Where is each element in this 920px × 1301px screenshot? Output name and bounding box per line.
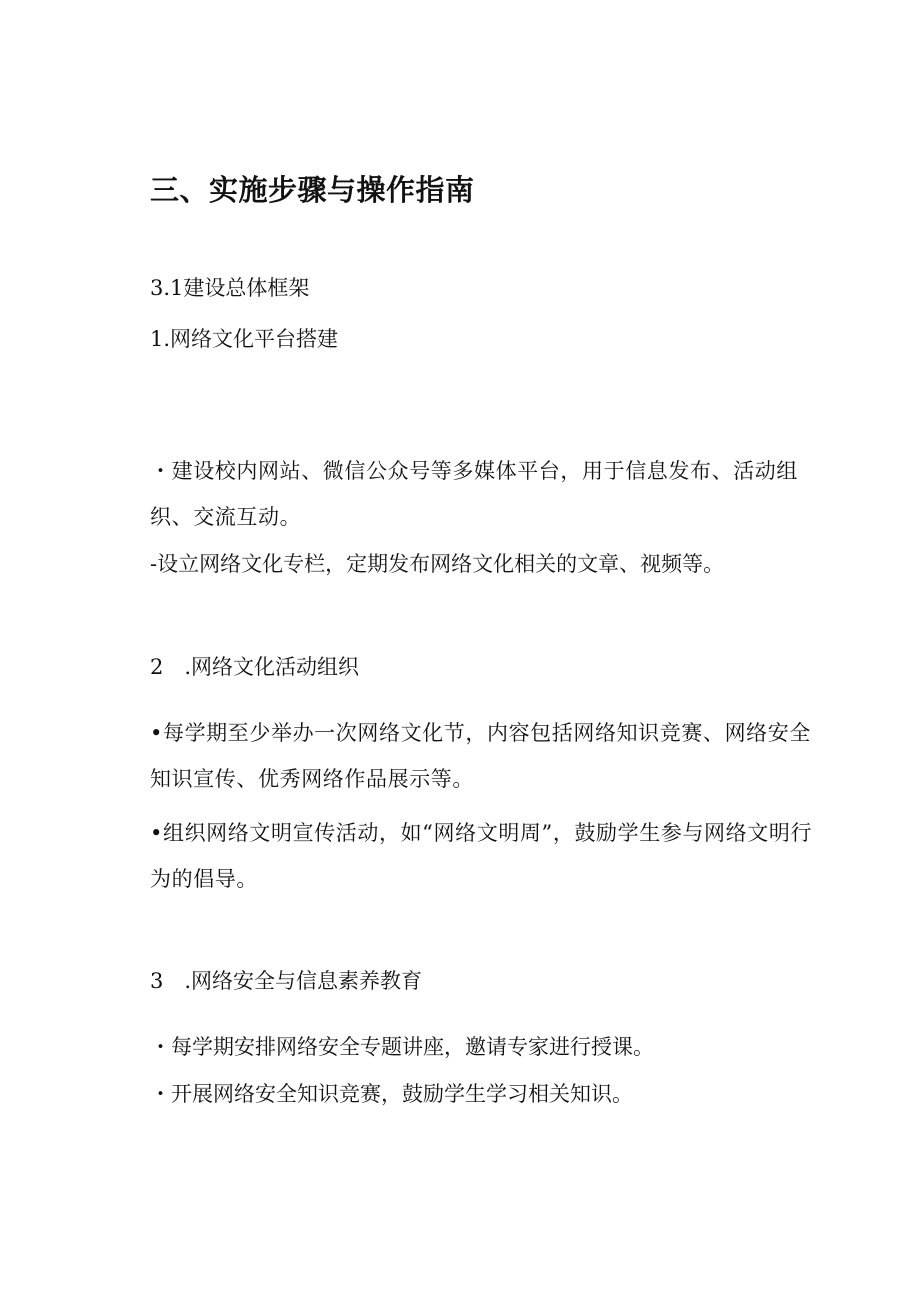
bullet-paragraph: •组织网络文明宣传活动，如“网络文明周”，鼓励学生参与网络文明行为的倡导。 <box>150 821 813 891</box>
item-heading-3: 3 .网络安全与信息素养教育 <box>150 969 423 993</box>
item-heading-2: 2 .网络文化活动组织 <box>150 655 360 679</box>
item-heading-1: 1.网络文化平台搭建 <box>150 327 339 351</box>
bullet-paragraph: ・建设校内网站、微信公众号等多媒体平台，用于信息发布、活动组织、交流互动。 <box>150 459 798 529</box>
bullet-paragraph: ・每学期安排网络安全专题讲座，邀请专家进行授课。 <box>150 1035 654 1059</box>
section-title: 三、实施步骤与操作指南 <box>150 173 475 207</box>
bullet-paragraph: ・开展网络安全知识竞赛，鼓励学生学习相关知识。 <box>150 1082 633 1106</box>
bullet-paragraph: -设立网络文化专栏，定期发布网络文化相关的文章、视频等。 <box>150 552 725 576</box>
subsection-heading: 3.1建设总体框架 <box>150 276 310 300</box>
bullet-paragraph: •每学期至少举办一次网络文化节，内容包括网络知识竞赛、网络安全知识宣传、优秀网络作品展示等。 <box>150 721 811 791</box>
